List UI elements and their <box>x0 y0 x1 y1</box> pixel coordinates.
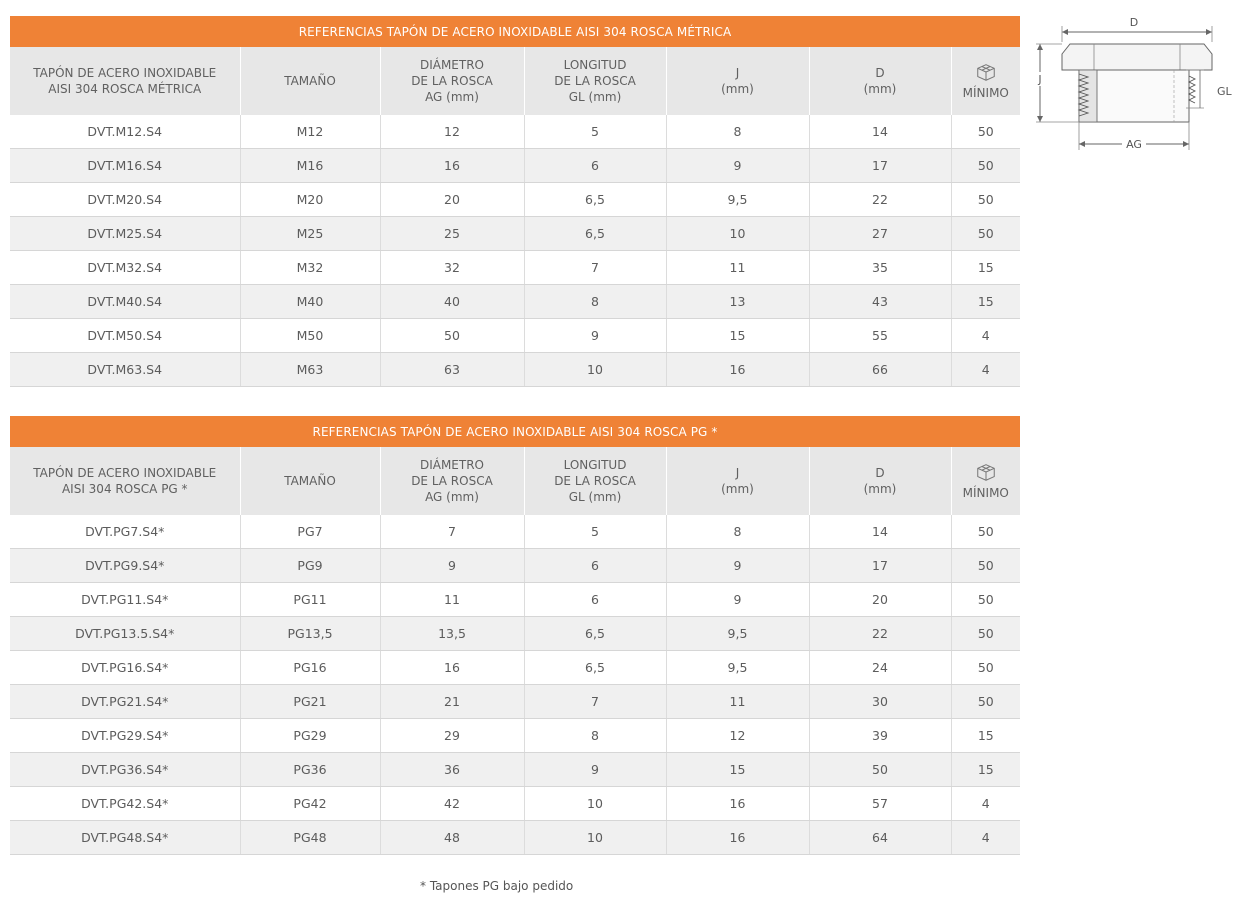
header-line: J <box>735 66 740 80</box>
table-row <box>10 115 1020 149</box>
cell-reference: DVT.PG7.S4* <box>10 515 240 549</box>
cell-thread-diameter: 20 <box>380 183 524 217</box>
cell-minimum: 50 <box>951 217 1020 251</box>
box-icon <box>975 61 997 83</box>
cell-size: M40 <box>240 285 380 319</box>
header-line: MÍNIMO <box>962 86 1009 100</box>
header-line: GL (mm) <box>568 490 622 504</box>
cell-thread-diameter: 25 <box>380 217 524 251</box>
cell-reference: DVT.PG9.S4* <box>10 549 240 583</box>
metric-thread-table <box>10 16 1020 387</box>
table-row <box>10 515 1020 549</box>
cell-reference: DVT.PG21.S4* <box>10 685 240 719</box>
cell-reference: DVT.M25.S4 <box>10 217 240 251</box>
table-row <box>10 651 1020 685</box>
cell-j: 11 <box>666 251 809 285</box>
header-line: DE LA ROSCA <box>554 74 636 88</box>
table-title: REFERENCIAS TAPÓN DE ACERO INOXIDABLE AISI 304 ROSCA MÉTRICA <box>10 16 1020 47</box>
header-line: DE LA ROSCA <box>411 74 493 88</box>
header-j <box>666 447 809 515</box>
cell-thread-length: 7 <box>524 685 666 719</box>
header-d <box>809 447 951 515</box>
header-line: (mm) <box>721 482 754 496</box>
cell-minimum: 15 <box>951 753 1020 787</box>
header-line: J <box>735 466 740 480</box>
cell-minimum: 15 <box>951 719 1020 753</box>
table-body <box>10 115 1020 387</box>
cell-size: M63 <box>240 353 380 387</box>
cell-thread-diameter: 21 <box>380 685 524 719</box>
cell-j: 12 <box>666 719 809 753</box>
cell-thread-diameter: 48 <box>380 821 524 855</box>
table-row <box>10 251 1020 285</box>
table-header-row <box>10 447 1020 515</box>
cell-reference: DVT.PG11.S4* <box>10 583 240 617</box>
table-row <box>10 821 1020 855</box>
cell-d: 39 <box>809 719 951 753</box>
cell-minimum: 50 <box>951 617 1020 651</box>
table-body <box>10 515 1020 855</box>
header-size <box>240 47 380 115</box>
cell-reference: DVT.M20.S4 <box>10 183 240 217</box>
cell-size: M16 <box>240 149 380 183</box>
table-row <box>10 183 1020 217</box>
cell-minimum: 50 <box>951 183 1020 217</box>
header-line: AISI 304 ROSCA MÉTRICA <box>48 82 202 96</box>
cell-thread-length: 5 <box>524 515 666 549</box>
cell-d: 14 <box>809 515 951 549</box>
cell-size: PG11 <box>240 583 380 617</box>
cell-j: 16 <box>666 787 809 821</box>
cell-size: M32 <box>240 251 380 285</box>
table-row <box>10 217 1020 251</box>
cell-reference: DVT.PG13.5.S4* <box>10 617 240 651</box>
header-line: AG (mm) <box>425 90 479 104</box>
cell-thread-length: 6 <box>524 149 666 183</box>
cell-d: 35 <box>809 251 951 285</box>
header-line: AISI 304 ROSCA PG * <box>61 482 188 496</box>
header-line: D <box>875 66 885 80</box>
header-reference <box>10 47 240 115</box>
cell-thread-length: 10 <box>524 353 666 387</box>
header-line: DE LA ROSCA <box>554 474 636 488</box>
header-line: DE LA ROSCA <box>411 474 493 488</box>
cell-minimum: 15 <box>951 251 1020 285</box>
cell-d: 27 <box>809 217 951 251</box>
cell-minimum: 50 <box>951 651 1020 685</box>
cell-d: 14 <box>809 115 951 149</box>
header-line: AG (mm) <box>425 490 479 504</box>
cell-reference: DVT.M12.S4 <box>10 115 240 149</box>
table-row <box>10 583 1020 617</box>
header-line: LONGITUD <box>563 458 627 472</box>
cell-d: 24 <box>809 651 951 685</box>
header-thread-diameter <box>380 47 524 115</box>
cell-thread-length: 6,5 <box>524 651 666 685</box>
table-header-row <box>10 47 1020 115</box>
cell-reference: DVT.PG16.S4* <box>10 651 240 685</box>
cell-thread-diameter: 50 <box>380 319 524 353</box>
cell-j: 11 <box>666 685 809 719</box>
cell-reference: DVT.M16.S4 <box>10 149 240 183</box>
cell-d: 17 <box>809 549 951 583</box>
cell-thread-diameter: 16 <box>380 651 524 685</box>
cell-j: 9 <box>666 583 809 617</box>
cell-thread-length: 6,5 <box>524 617 666 651</box>
header-line: LONGITUD <box>563 58 627 72</box>
cell-minimum: 4 <box>951 787 1020 821</box>
header-line: MÍNIMO <box>962 486 1009 500</box>
cell-reference: DVT.PG36.S4* <box>10 753 240 787</box>
cell-reference: DVT.M32.S4 <box>10 251 240 285</box>
cell-minimum: 50 <box>951 149 1020 183</box>
table-row <box>10 753 1020 787</box>
cell-thread-length: 6,5 <box>524 217 666 251</box>
footnote: * Tapones PG bajo pedido <box>420 879 574 893</box>
cell-j: 10 <box>666 217 809 251</box>
cell-thread-length: 6 <box>524 549 666 583</box>
cell-j: 8 <box>666 515 809 549</box>
plug-dimension-diagram <box>1034 12 1234 157</box>
header-line: TAMAÑO <box>284 474 336 488</box>
cell-d: 22 <box>809 183 951 217</box>
cell-d: 55 <box>809 319 951 353</box>
cell-minimum: 15 <box>951 285 1020 319</box>
cell-size: M25 <box>240 217 380 251</box>
cell-size: PG13,5 <box>240 617 380 651</box>
cell-size: M20 <box>240 183 380 217</box>
cell-thread-diameter: 63 <box>380 353 524 387</box>
cell-thread-diameter: 42 <box>380 787 524 821</box>
cell-j: 13 <box>666 285 809 319</box>
cell-j: 15 <box>666 319 809 353</box>
header-line: GL (mm) <box>568 90 622 104</box>
cell-thread-length: 8 <box>524 285 666 319</box>
cell-size: M50 <box>240 319 380 353</box>
cell-size: M12 <box>240 115 380 149</box>
cell-d: 43 <box>809 285 951 319</box>
cell-minimum: 4 <box>951 319 1020 353</box>
cell-reference: DVT.PG42.S4* <box>10 787 240 821</box>
cell-minimum: 4 <box>951 821 1020 855</box>
cell-d: 66 <box>809 353 951 387</box>
header-reference <box>10 447 240 515</box>
cell-thread-diameter: 12 <box>380 115 524 149</box>
cell-d: 17 <box>809 149 951 183</box>
header-line: DIÁMETRO <box>419 458 485 472</box>
cell-thread-length: 6 <box>524 583 666 617</box>
cell-thread-length: 7 <box>524 251 666 285</box>
cell-thread-length: 9 <box>524 753 666 787</box>
cell-j: 9,5 <box>666 651 809 685</box>
cell-d: 22 <box>809 617 951 651</box>
cell-size: PG16 <box>240 651 380 685</box>
cell-thread-length: 9 <box>524 319 666 353</box>
dim-label-j: J <box>1038 73 1042 86</box>
header-line: TAPÓN DE ACERO INOXIDABLE <box>33 66 217 80</box>
table-row <box>10 353 1020 387</box>
cell-thread-length: 6,5 <box>524 183 666 217</box>
cell-thread-diameter: 29 <box>380 719 524 753</box>
cell-j: 9,5 <box>666 183 809 217</box>
cell-thread-length: 10 <box>524 821 666 855</box>
header-line: TAMAÑO <box>284 74 336 88</box>
cell-reference: DVT.M63.S4 <box>10 353 240 387</box>
cell-thread-diameter: 7 <box>380 515 524 549</box>
cell-size: PG36 <box>240 753 380 787</box>
cell-j: 8 <box>666 115 809 149</box>
cell-j: 16 <box>666 821 809 855</box>
cell-size: PG42 <box>240 787 380 821</box>
cell-d: 50 <box>809 753 951 787</box>
cell-d: 20 <box>809 583 951 617</box>
cell-thread-length: 10 <box>524 787 666 821</box>
header-line: (mm) <box>721 82 754 96</box>
cell-j: 16 <box>666 353 809 387</box>
cell-minimum: 50 <box>951 115 1020 149</box>
table-row <box>10 549 1020 583</box>
cell-thread-diameter: 16 <box>380 149 524 183</box>
header-line: DIÁMETRO <box>419 58 485 72</box>
header-thread-length <box>524 47 666 115</box>
dim-label-gl: GL <box>1217 85 1232 98</box>
cell-thread-length: 5 <box>524 115 666 149</box>
table-row <box>10 617 1020 651</box>
header-line: D <box>875 466 885 480</box>
cell-size: PG29 <box>240 719 380 753</box>
cell-d: 64 <box>809 821 951 855</box>
cell-d: 57 <box>809 787 951 821</box>
header-j <box>666 47 809 115</box>
cell-reference: DVT.M40.S4 <box>10 285 240 319</box>
dim-label-ag: AG <box>1126 138 1142 151</box>
header-minimum <box>951 447 1020 515</box>
box-icon <box>975 461 997 483</box>
header-thread-length <box>524 447 666 515</box>
cell-reference: DVT.PG48.S4* <box>10 821 240 855</box>
cell-thread-diameter: 9 <box>380 549 524 583</box>
cell-reference: DVT.M50.S4 <box>10 319 240 353</box>
cell-thread-diameter: 40 <box>380 285 524 319</box>
cell-minimum: 50 <box>951 549 1020 583</box>
table-row <box>10 285 1020 319</box>
cell-thread-diameter: 36 <box>380 753 524 787</box>
cell-thread-diameter: 13,5 <box>380 617 524 651</box>
header-thread-diameter <box>380 447 524 515</box>
dim-label-d: D <box>1129 16 1139 29</box>
cell-j: 15 <box>666 753 809 787</box>
cell-size: PG9 <box>240 549 380 583</box>
cell-size: PG48 <box>240 821 380 855</box>
cell-d: 30 <box>809 685 951 719</box>
table-row <box>10 719 1020 753</box>
header-d <box>809 47 951 115</box>
cell-j: 9 <box>666 549 809 583</box>
cell-minimum: 50 <box>951 515 1020 549</box>
header-line: (mm) <box>863 482 897 496</box>
cell-reference: DVT.PG29.S4* <box>10 719 240 753</box>
header-size <box>240 447 380 515</box>
cell-size: PG7 <box>240 515 380 549</box>
header-minimum <box>951 47 1020 115</box>
cell-thread-diameter: 32 <box>380 251 524 285</box>
cell-size: PG21 <box>240 685 380 719</box>
cell-minimum: 50 <box>951 685 1020 719</box>
cell-thread-diameter: 11 <box>380 583 524 617</box>
cell-minimum: 50 <box>951 583 1020 617</box>
cell-thread-length: 8 <box>524 719 666 753</box>
header-line: (mm) <box>863 82 897 96</box>
cell-j: 9,5 <box>666 617 809 651</box>
pg-thread-table <box>10 416 1020 855</box>
table-row <box>10 685 1020 719</box>
table-row <box>10 787 1020 821</box>
table-row <box>10 319 1020 353</box>
cell-minimum: 4 <box>951 353 1020 387</box>
table-title: REFERENCIAS TAPÓN DE ACERO INOXIDABLE AISI 304 ROSCA PG * <box>10 416 1020 447</box>
table-row <box>10 149 1020 183</box>
cell-j: 9 <box>666 149 809 183</box>
header-line: TAPÓN DE ACERO INOXIDABLE <box>33 466 217 480</box>
